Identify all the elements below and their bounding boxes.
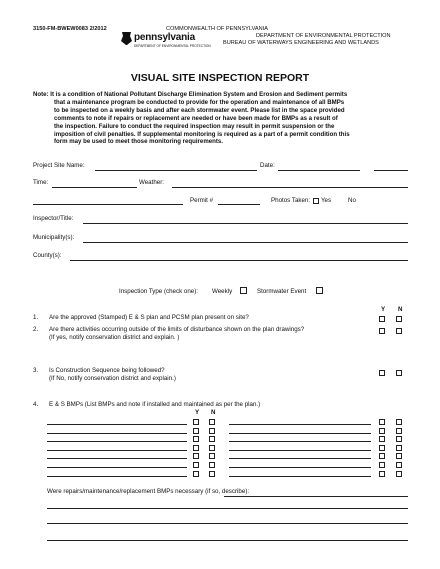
question-number: 3. (33, 367, 39, 374)
bmp-left-line[interactable] (47, 450, 187, 451)
q2-yes-checkbox[interactable] (379, 328, 385, 334)
note-line: imposition of civil penalties. If supplemental monitoring is required as a part of a permit condition this (54, 130, 350, 138)
bmp-left-yes-checkbox[interactable] (193, 436, 199, 442)
bmp-right-no-checkbox[interactable] (396, 445, 402, 451)
date-label: Date: (260, 162, 275, 169)
date-extra-field[interactable] (374, 170, 408, 171)
photos-taken-label: Photos Taken: (271, 197, 311, 204)
municipality-label: Municipality(s): (33, 234, 75, 241)
bmp-right-yes-checkbox[interactable] (379, 428, 385, 434)
bmp-right-yes-checkbox[interactable] (379, 436, 385, 442)
bmp-right-line[interactable] (229, 467, 371, 468)
permit-field[interactable] (218, 204, 260, 205)
bmp-right-line[interactable] (229, 441, 371, 442)
bmp-left-yes-checkbox[interactable] (193, 453, 199, 459)
question-number: 4. (33, 401, 39, 408)
project-site-name-field[interactable] (95, 170, 257, 171)
municipality-field[interactable] (83, 242, 408, 243)
time-field[interactable] (52, 187, 137, 188)
date-field[interactable] (278, 170, 360, 171)
weather-label: Weather: (139, 179, 164, 186)
bmp-left-yes-header: Y (195, 409, 200, 416)
commonwealth-heading: COMMONWEALTH OF PENNSYLVANIA (166, 26, 268, 32)
logo-wordmark: pennsylvania (134, 32, 195, 43)
question-subtext: (If yes, notify conservation district and explain. ) (49, 334, 180, 341)
note-line: the inspection. Failure to conduct the required inspection may result in permit suspension or the (54, 122, 335, 130)
bmp-right-line[interactable] (229, 424, 371, 425)
note-line: form may be used to meet those monitoring requirements. (54, 138, 223, 146)
repairs-field[interactable] (224, 496, 408, 497)
bmp-left-line[interactable] (47, 424, 187, 425)
photos-yes-checkbox[interactable] (313, 198, 319, 204)
inspector-field[interactable] (83, 223, 408, 224)
permit-label: Permit # (190, 197, 214, 204)
q3-yes-checkbox[interactable] (379, 370, 385, 376)
photos-yes-label: Yes (321, 197, 332, 204)
yes-column-header: Y (381, 306, 386, 313)
bmp-left-line[interactable] (47, 458, 187, 459)
bmp-left-no-checkbox[interactable] (209, 453, 215, 459)
project-site-name-label: Project Site Name: (33, 162, 85, 169)
department-heading: DEPARTMENT OF ENVIRONMENTAL PROTECTION (256, 33, 391, 39)
stormwater-event-label: Stormwater Event (257, 288, 307, 295)
bmp-right-no-checkbox[interactable] (396, 462, 402, 468)
bmp-left-yes-checkbox[interactable] (193, 428, 199, 434)
repairs-line[interactable] (47, 540, 408, 541)
q1-no-checkbox[interactable] (396, 316, 402, 322)
county-label: County(s): (33, 252, 62, 259)
q1-yes-checkbox[interactable] (379, 316, 385, 322)
county-field[interactable] (70, 260, 408, 261)
bmp-left-yes-checkbox[interactable] (193, 419, 199, 425)
bmp-right-yes-checkbox[interactable] (379, 471, 385, 477)
bmp-left-yes-checkbox[interactable] (193, 471, 199, 477)
note-line: comments to note if repairs or replacement are needed or have been made for BMPs as a result of (54, 114, 338, 122)
repairs-label: Were repairs/maintenance/replacement BMPs necessary (if so, describe): (47, 488, 250, 495)
bmp-left-no-checkbox[interactable] (209, 436, 215, 442)
bmp-left-yes-checkbox[interactable] (193, 462, 199, 468)
bmp-left-no-checkbox[interactable] (209, 419, 215, 425)
bmp-right-no-checkbox[interactable] (396, 436, 402, 442)
weather-field[interactable] (172, 187, 408, 188)
question-number: 1. (33, 314, 39, 321)
bmp-right-line[interactable] (229, 450, 371, 451)
inspector-label: Inspector/Title: (33, 215, 74, 222)
note-paragraph (33, 91, 413, 146)
question-number: 2. (33, 326, 39, 333)
permit-prefix-field[interactable] (33, 204, 183, 205)
page-title: VISUAL SITE INSPECTION REPORT (130, 72, 310, 84)
bmp-right-no-checkbox[interactable] (396, 419, 402, 425)
bmp-left-no-checkbox[interactable] (209, 428, 215, 434)
bmp-right-yes-checkbox[interactable] (379, 462, 385, 468)
note-line: to be inspected on a weekly basis and after each stormwater event. Please list in the space provided (54, 106, 345, 114)
q2-no-checkbox[interactable] (396, 328, 402, 334)
no-column-header: N (398, 306, 403, 313)
bmp-right-no-checkbox[interactable] (396, 471, 402, 477)
time-label: Time: (33, 179, 49, 186)
bmp-right-line[interactable] (229, 458, 371, 459)
inspection-type-label: Inspection Type (check one): (119, 288, 198, 295)
bmp-left-line[interactable] (47, 467, 187, 468)
weekly-checkbox[interactable] (240, 287, 247, 294)
bmp-left-no-header: N (211, 409, 216, 416)
form-id: 3150-FM-BWEW0083 2/2012 (33, 26, 107, 32)
question-subtext: (If No, notify conservation district and explain.) (49, 375, 176, 382)
question-text: Is Construction Sequence being followed? (49, 367, 165, 374)
note-line: that a maintenance program be conducted to provide for the operation and maintenance of all BMPs (54, 98, 345, 106)
bmp-left-line[interactable] (47, 433, 187, 434)
bmp-left-line[interactable] (47, 476, 187, 477)
q3-no-checkbox[interactable] (396, 370, 402, 376)
bmp-left-line[interactable] (47, 441, 187, 442)
bmp-right-line[interactable] (229, 433, 371, 434)
repairs-line[interactable] (47, 523, 408, 524)
weekly-label: Weekly (212, 288, 233, 295)
question-text: E & S BMPs (List BMPs and note if installed and maintained as per the plan.) (49, 401, 261, 408)
question-text: Are the approved (Stamped) E & S plan and PCSM plan present on site? (49, 314, 249, 321)
bmp-left-no-checkbox[interactable] (209, 471, 215, 477)
bmp-right-no-checkbox[interactable] (396, 453, 402, 459)
bmp-left-yes-checkbox[interactable] (193, 445, 199, 451)
question-text: Are there activities occurring outside of the limits of disturbance shown on the plan drawings? (49, 326, 305, 333)
bmp-right-line[interactable] (229, 476, 371, 477)
bureau-heading: BUREAU OF WATERWAYS ENGINEERING AND WETLANDS (223, 40, 379, 46)
bmp-right-yes-checkbox[interactable] (379, 445, 385, 451)
logo-subtitle: DEPARTMENT OF ENVIRONMENTAL PROTECTION (134, 44, 211, 48)
bmp-right-yes-checkbox[interactable] (379, 453, 385, 459)
note-line: Note: It is a condition of National Pollutant Discharge Elimination System and Erosion and Sediment permits (33, 91, 348, 98)
bmp-right-no-checkbox[interactable] (396, 428, 402, 434)
bmp-left-no-checkbox[interactable] (209, 445, 215, 451)
bmp-left-no-checkbox[interactable] (209, 462, 215, 468)
bmp-right-yes-checkbox[interactable] (379, 419, 385, 425)
repairs-line[interactable] (47, 508, 408, 509)
photos-no-label: No (348, 197, 356, 204)
stormwater-event-checkbox[interactable] (316, 287, 323, 294)
keystone-logo-icon (121, 32, 132, 45)
